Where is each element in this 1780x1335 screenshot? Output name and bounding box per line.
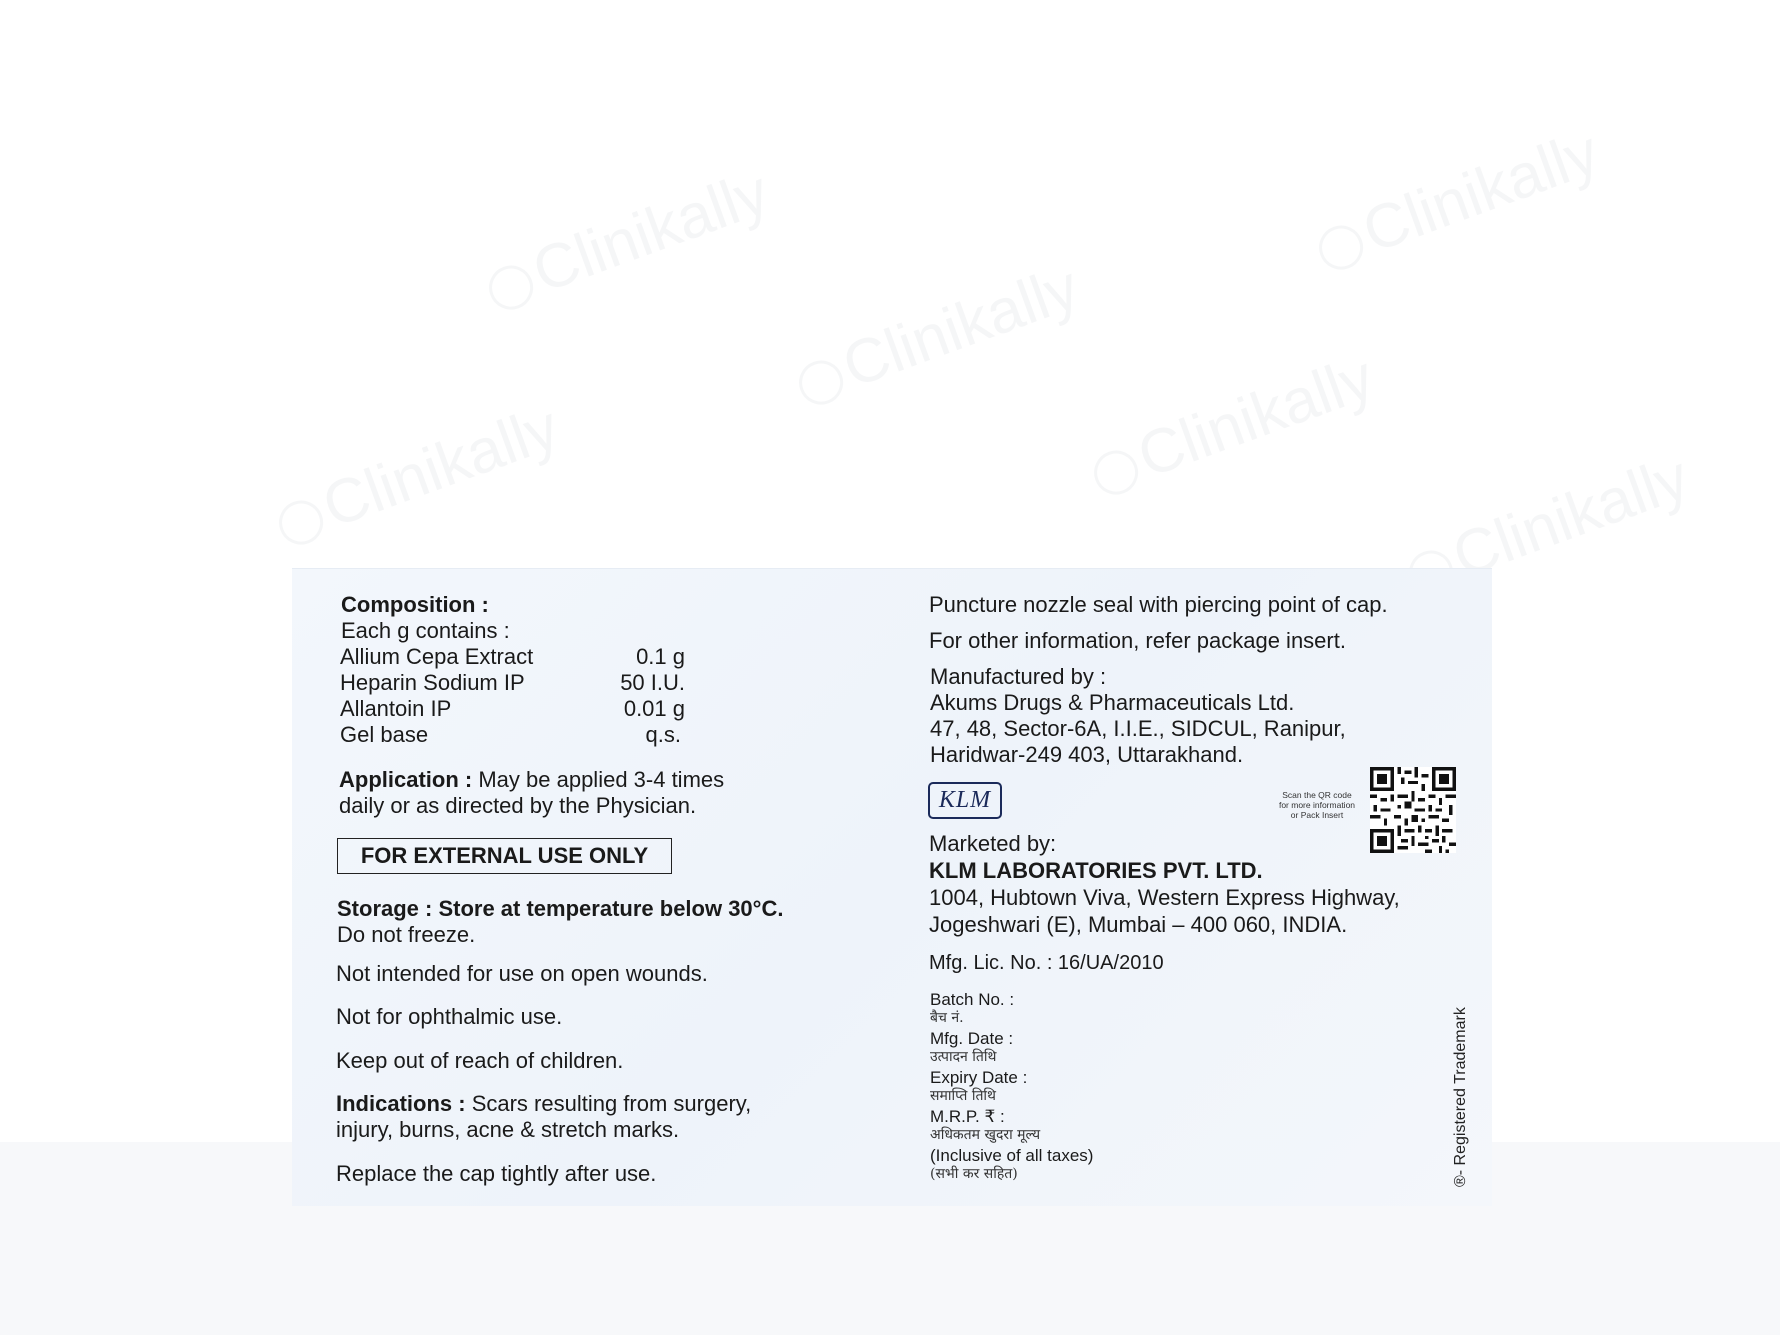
ingredient-name: Gel base <box>340 722 429 747</box>
qr-caption: Scan the QR code for more information or Pack Insert <box>1278 790 1356 820</box>
batch-no-label-hindi: बैच नं. <box>930 1010 964 1026</box>
ingredient-name: Allium Cepa Extract <box>340 644 534 669</box>
watermark: Clinikally <box>267 392 568 559</box>
indications-text: Indications : Scars resulting from surgery, <box>336 1091 752 1116</box>
composition-table <box>340 644 685 748</box>
manufacturer-address: Haridwar-249 403, Uttarakhand. <box>930 742 1244 767</box>
mrp-label-hindi: अधिकतम खुदरा मूल्य <box>930 1127 1041 1143</box>
puncture-instructions: Puncture nozzle seal with piercing point of cap. <box>929 592 1388 617</box>
replace-cap-text: Replace the cap tightly after use. <box>336 1161 657 1186</box>
registered-trademark-note: ®- Registered Trademark <box>1452 1007 1469 1187</box>
ingredient-qty: 50 I.U. <box>620 670 685 695</box>
watermark: Clinikally <box>1397 442 1698 609</box>
composition-heading: Composition : <box>341 592 489 617</box>
indications-text-cont: injury, burns, acne & stretch marks. <box>336 1117 680 1142</box>
marketer-name: KLM LABORATORIES PVT. LTD. <box>929 858 1263 883</box>
ingredient-qty: q.s. <box>645 722 681 747</box>
manufacturer-address: 47, 48, Sector-6A, I.I.E., SIDCUL, Ranipur, <box>930 716 1346 741</box>
expiry-date-label: Expiry Date : <box>930 1068 1028 1087</box>
ingredient-name: Allantoin IP <box>340 696 452 721</box>
inclusive-taxes-text: (Inclusive of all taxes) <box>930 1146 1094 1165</box>
marketer-address: 1004, Hubtown Viva, Western Express Highway, <box>929 885 1400 910</box>
marketer-address: Jogeshwari (E), Mumbai – 400 060, INDIA. <box>929 912 1348 937</box>
watermark: Clinikally <box>787 252 1088 419</box>
external-use-box: FOR EXTERNAL USE ONLY <box>337 838 672 874</box>
inclusive-taxes-text-hindi: (सभी कर सहित) <box>930 1166 1018 1182</box>
watermark: Clinikally <box>477 157 778 324</box>
manufacturer-name: Akums Drugs & Pharmaceuticals Ltd. <box>930 690 1295 715</box>
mfg-date-label: Mfg. Date : <box>930 1029 1014 1048</box>
watermark: Clinikally <box>1082 342 1383 509</box>
marketed-by-label: Marketed by: <box>929 831 1057 856</box>
other-info-text: For other information, refer package insert. <box>929 628 1346 653</box>
application-text-cont: daily or as directed by the Physician. <box>339 793 697 818</box>
qr-code[interactable] <box>1370 767 1456 853</box>
mfg-licence-number: Mfg. Lic. No. : 16/UA/2010 <box>929 952 1164 974</box>
application-text: Application : May be applied 3-4 times <box>339 767 725 792</box>
warning-ophthalmic: Not for ophthalmic use. <box>336 1004 563 1029</box>
ingredient-name: Heparin Sodium IP <box>340 670 525 695</box>
expiry-date-label-hindi: समाप्ति तिथि <box>930 1088 997 1104</box>
watermark: Clinikally <box>1307 117 1608 284</box>
mrp-label: M.R.P. ₹ : <box>930 1107 1005 1126</box>
mfg-date-label-hindi: उत्पादन तिथि <box>930 1049 997 1065</box>
ingredient-qty: 0.1 g <box>636 644 685 669</box>
klm-logo: KLM <box>928 782 1002 819</box>
warning-children: Keep out of reach of children. <box>336 1048 624 1073</box>
storage-text: Storage : Store at temperature below 30°C. <box>337 896 784 921</box>
batch-no-label: Batch No. : <box>930 990 1015 1009</box>
manufactured-by-label: Manufactured by : <box>930 664 1107 689</box>
do-not-freeze-text: Do not freeze. <box>337 922 476 947</box>
ingredient-qty: 0.01 g <box>623 696 685 721</box>
warning-open-wounds: Not intended for use on open wounds. <box>336 961 708 986</box>
each-g-contains: Each g contains : <box>341 618 510 643</box>
